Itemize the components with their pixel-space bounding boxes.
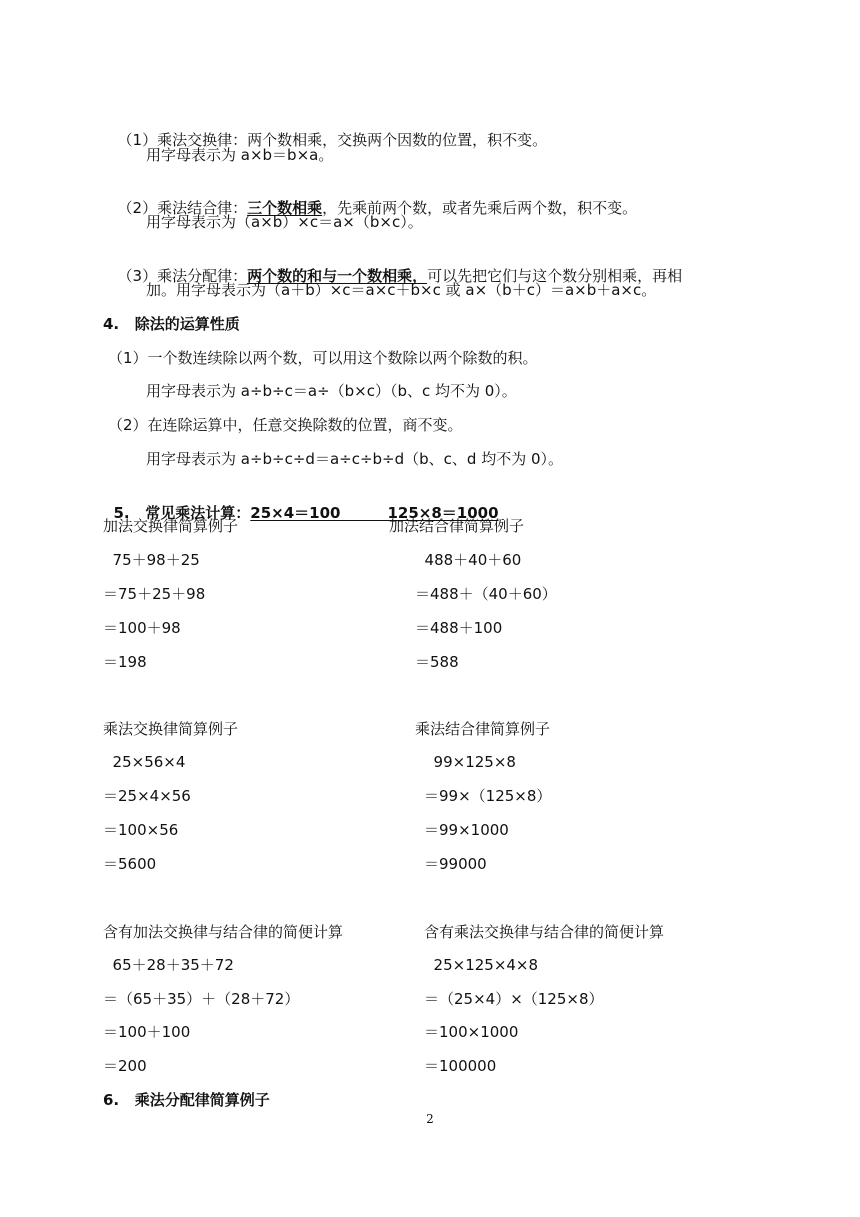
mul-comm-formula: 用字母表示为 a×b＝b×a。	[146, 146, 334, 164]
example-title: 加法结合律简算例子	[389, 517, 525, 535]
section-5-expr-2: 125×8＝1000	[387, 504, 499, 522]
example-line: ＝100×1000	[424, 1023, 519, 1041]
example-line: 65＋28＋35＋72	[103, 956, 234, 974]
mul-dist-prefix: （3）乘法分配律：	[117, 267, 248, 285]
example-title: 加法交换律简算例子	[103, 517, 239, 535]
example-line: ＝（25×4）×（125×8）	[424, 990, 604, 1008]
example-line: ＝75＋25＋98	[103, 585, 206, 603]
example-line: ＝488＋（40＋60）	[415, 585, 557, 603]
example-title: 乘法交换律简算例子	[103, 720, 239, 738]
example-line: ＝100000	[424, 1057, 497, 1075]
example-line: 488＋40＋60	[415, 551, 522, 569]
example-line: ＝25×4×56	[103, 787, 191, 805]
section-5-label: 5. 常见乘法计算：	[113, 504, 251, 522]
example-line: 25×56×4	[103, 753, 186, 771]
div-property-2-formula: 用字母表示为 a÷b÷c÷d＝a÷c÷b÷d（b、c、d 均不为 0）。	[146, 450, 564, 468]
example-line: ＝5600	[103, 855, 157, 873]
example-line: ＝100×56	[103, 821, 179, 839]
example-line: ＝99×1000	[424, 821, 509, 839]
example-line: ＝488＋100	[415, 619, 503, 637]
mul-comm-prefix: （1）乘法交换律：	[117, 131, 248, 149]
example-line: ＝198	[103, 653, 147, 671]
div-property-2: （2）在连除运算中，任意交换除数的位置，商不变。	[108, 416, 463, 434]
mul-dist-text: 可以先把它们与这个数分别相乘，再相	[427, 267, 683, 285]
example-line: ＝200	[103, 1057, 147, 1075]
example-line: ＝99×（125×8）	[424, 787, 552, 805]
section-5-gap	[340, 504, 387, 522]
example-title: 含有加法交换律与结合律的简便计算	[103, 923, 344, 941]
mul-dist-emphasis: 两个数的和与一个数相乘，	[247, 267, 428, 285]
mul-dist-continuation: 加。用字母表示为（a＋b）×c＝a×c＋b×c 或 a×（b＋c）＝a×b＋a×c。	[146, 281, 657, 299]
example-line: 25×125×4×8	[424, 956, 539, 974]
div-property-1-formula: 用字母表示为 a÷b÷c＝a÷（b×c）（b、c 均不为 0）。	[146, 382, 517, 400]
mul-comm-law	[108, 110, 547, 150]
section-6-title: 6. 乘法分配律简算例子	[103, 1091, 270, 1109]
mul-comm-text: 两个数相乘，交换两个因数的位置，积不变。	[247, 131, 548, 149]
mul-assoc-prefix: （2）乘法结合律：	[117, 199, 248, 217]
example-line: ＝100＋100	[103, 1023, 191, 1041]
mul-assoc-text: ，先乘前两个数，或者先乘后两个数，积不变。	[322, 199, 638, 217]
example-title: 乘法结合律简算例子	[415, 720, 551, 738]
mul-assoc-formula: 用字母表示为（a×b）×c＝a×（b×c）。	[146, 213, 423, 231]
example-line: ＝588	[415, 653, 459, 671]
example-line: ＝100＋98	[103, 619, 181, 637]
div-property-1: （1）一个数连续除以两个数，可以用这个数除以两个除数的积。	[108, 349, 538, 367]
example-line: 75＋98＋25	[103, 551, 200, 569]
example-title: 含有乘法交换律与结合律的简便计算	[424, 923, 665, 941]
example-line: 99×125×8	[424, 753, 516, 771]
example-line: ＝99000	[424, 855, 487, 873]
example-line: ＝（65＋35）＋（28＋72）	[103, 990, 300, 1008]
mul-assoc-emphasis: 三个数相乘	[247, 199, 323, 217]
page-number: 2	[426, 1112, 434, 1126]
section-4-title: 4. 除法的运算性质	[103, 315, 240, 333]
section-5-expr-1: 25×4＝100	[250, 504, 341, 522]
